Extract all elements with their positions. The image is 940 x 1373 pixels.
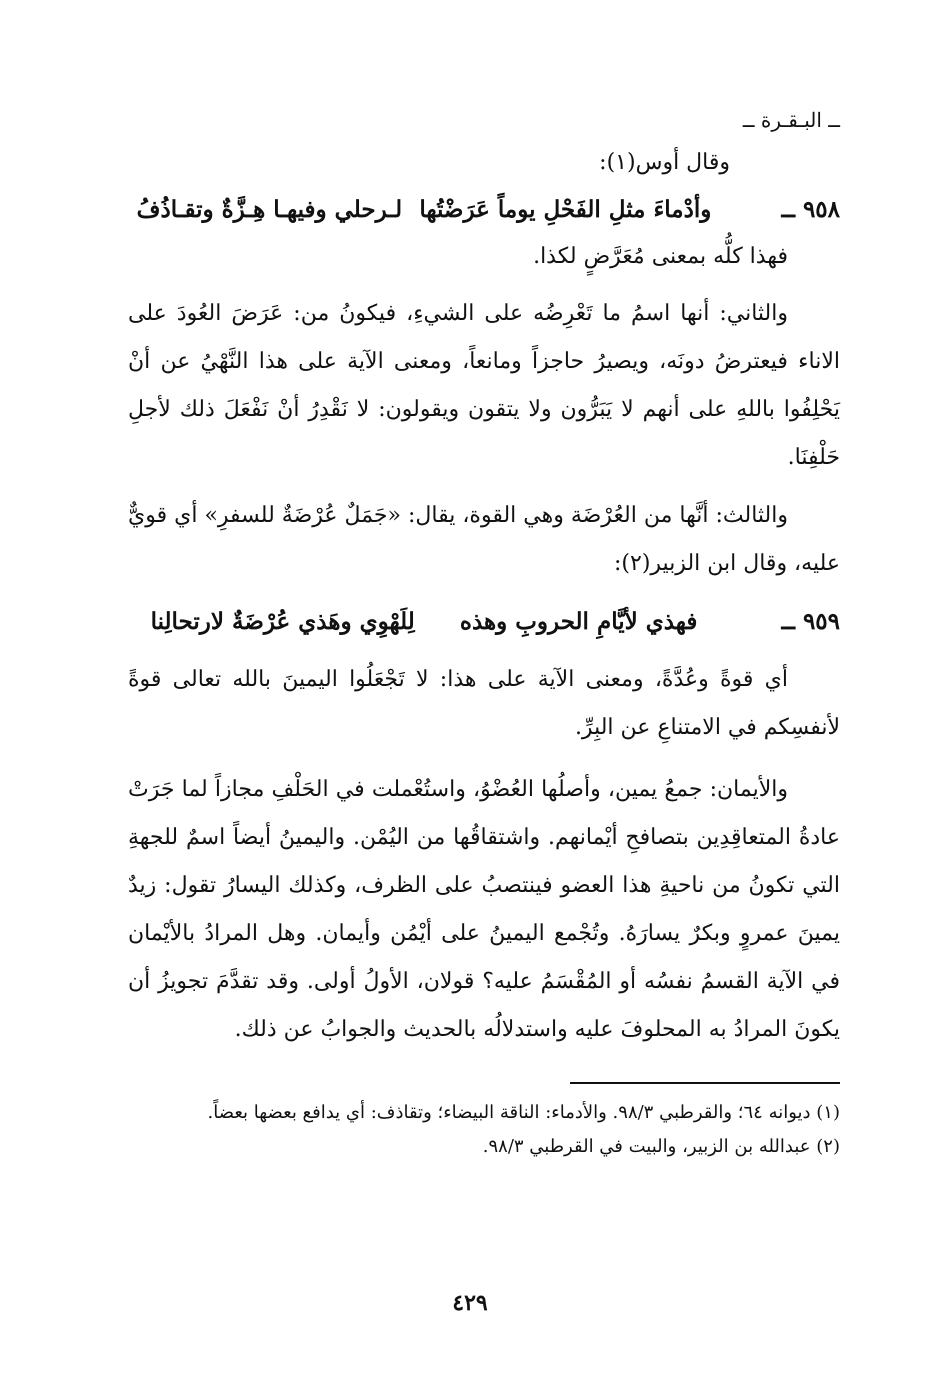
spacer: [128, 646, 840, 656]
spacer: [128, 482, 840, 492]
paragraph-after-verse-958: فهذا كلُّه بمعنى مُعَرَّضٍ لكذا.: [533, 244, 788, 269]
footnote-separator: [570, 1082, 840, 1084]
verse-959-first-hemistich: فهذي لأيَّامِ الحروبِ وهذه: [459, 608, 698, 635]
verse-959-number: ٩٥٩ ــ: [781, 608, 840, 635]
spacer: [128, 752, 840, 766]
verse-958-number: ٩٥٨ ــ: [781, 196, 840, 223]
paragraph-aymaan: والأيمان: جمعُ يمين، وأصلُها العُضْوُ، واستُعْملت في الحَلْفِ مجازاً لما جَرَتْ عادةُ المتعاقِدِين بتصافحِ أيْمانهم. واشتقاقُها من اليُمْن. واليمينُ أيضاً اسمٌ للجهةِ التي تكونُ من ناحيةِ هذا العضو فينتصبُ على الظرف، وكذلك اليسارُ تقول: زيدٌ يمينَ عمروٍ وبكرٌ يسارَهُ. وتُجْمع اليمينُ على أيْمُن وأيمان. وهل المرادُ بالأيْمان في الآية القسمُ نفسُه أو المُقْسَمُ عليه؟ قولان، الأولُ أولى. وقد تقدَّمَ تجويزُ أن يكونَ المرادُ به المحلوفَ عليه واستدلالُه بالحديث والجوابُ عن ذلك.: [128, 777, 840, 1042]
page-content: [128, 100, 840, 1164]
verse-intro-line: وقال أوس(١):: [599, 150, 730, 175]
paragraph-after-verse-959: أي قوةً وعُدَّةً، ومعنى الآية على هذا: لا تَجْعَلُوا اليمينَ بالله تعالى قوةً لأنفسِكم في الامتناعِ عن البِرِّ.: [128, 667, 840, 740]
verse-958-first-hemistich: وأدْماءَ مثلِ الفَحْلِ يوماً عَرَضْتُها: [419, 196, 712, 223]
verse-958: [128, 186, 840, 234]
paragraph-second-meaning: والثاني: أنها اسمُ ما تَعْرِضُه على الشيءِ، فيكونُ من: عَرَضَ العُودَ على الاناء فيعترضُ دونَه، ويصيرُ حاجزاً ومانعاً، ومعنى الآية على هذا النَّهْيُ عن أنْ يَحْلِفُوا باللهِ على أنهم لا يَبَرُّون ولا يتقون ويقولون: لا نَقْدِرُ أنْ نَفْعَلَ ذلك لأجلِ حَلْفِنَا.: [128, 301, 840, 470]
verse-959-second-hemistich: لِلَهْوِي وهَذي عُرْضَةٌ لارتحالِنا: [150, 608, 415, 635]
footnotes: [128, 1096, 840, 1164]
footnote-1: (١) ديوانه ٦٤؛ والقرطبي ٩٨/٣. والأدماء: الناقة البيضاء؛ وتقاذف: أي يدافع بعضها بعضاً.: [207, 1102, 840, 1123]
verse-958-second-hemistich: لـرحلي وفيهـا هِـزَّةٌ وتقـاذُفُ: [136, 196, 403, 223]
page-number: ٤٢٩: [452, 1290, 488, 1316]
verse-959: [128, 598, 840, 646]
spacer: [128, 280, 840, 290]
running-title: ــ البـقـرة ــ: [742, 108, 840, 132]
paragraph-third-meaning: والثالث: أنَّها من العُرْضَة وهي القوة، يقال: «جَمَلٌ عُرْضَةٌ للسفرِ» أي قويٌّ عليه، وقال ابن الزبير(٢):: [128, 503, 840, 576]
spacer: [128, 588, 840, 598]
footnote-2: (٢) عبدالله بن الزبير، والبيت في القرطبي ٩٨/٣.: [482, 1136, 840, 1157]
